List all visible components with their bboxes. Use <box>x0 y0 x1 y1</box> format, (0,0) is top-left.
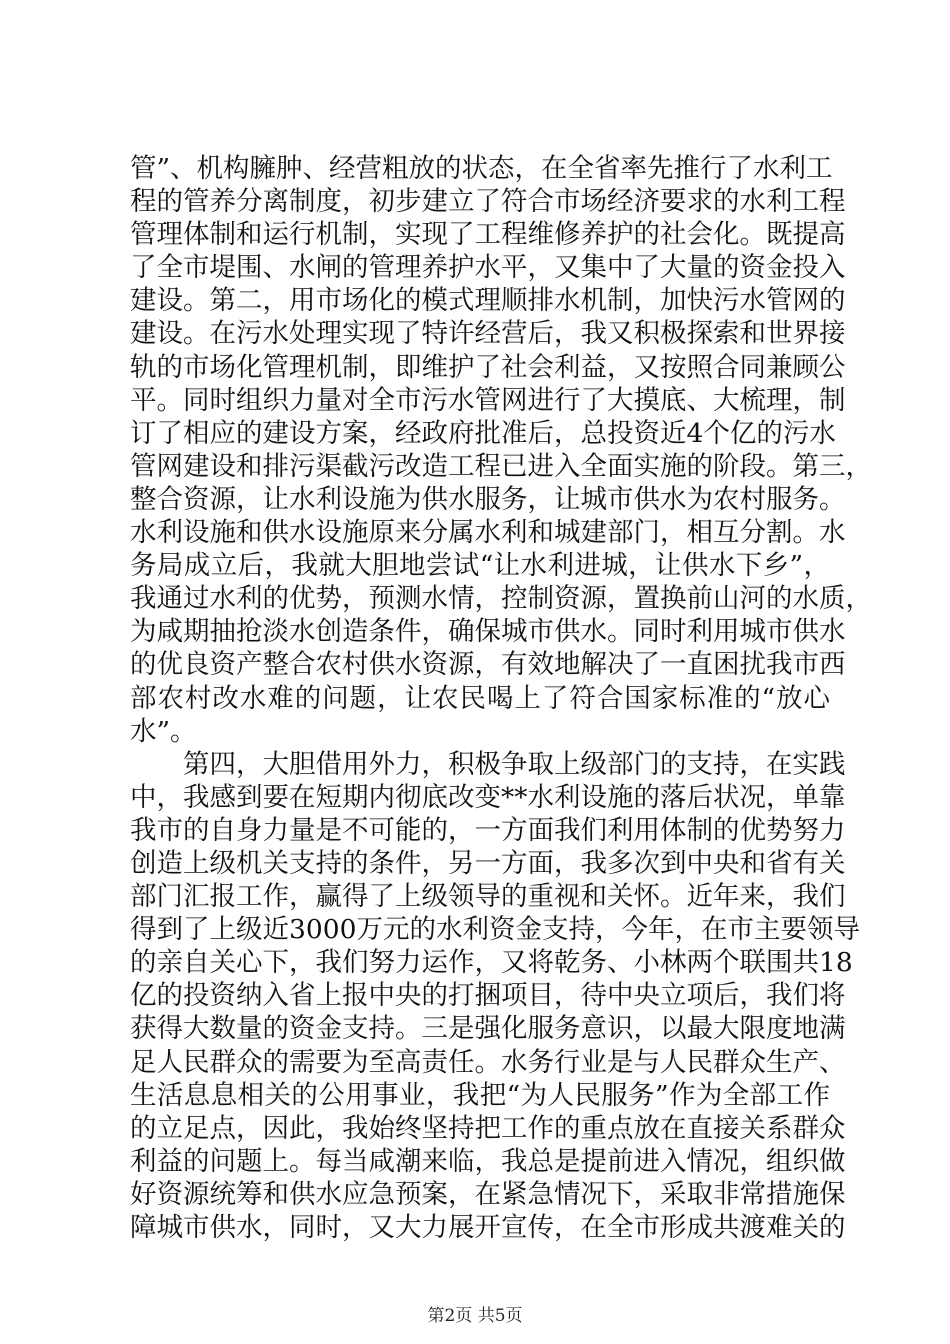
text-line: 足人民群众的需要为至高责任。水务行业是与人民群众生产、 <box>130 1046 846 1078</box>
text-line: 中，我感到要在短期内彻底改变**水利设施的落后状况，单靠 <box>130 781 846 813</box>
text-line: 得到了上级近3000万元的水利资金支持，今年，在市主要领导 <box>130 914 860 946</box>
text-line: 订了相应的建设方案，经政府批准后，总投资近4个亿的污水 <box>130 417 836 449</box>
text-line: 利益的问题上。每当咸潮来临，我总是提前进入情况，组织做 <box>130 1145 846 1177</box>
text-line: 我通过水利的优势，预测水情，控制资源，置换前山河的水质， <box>130 583 872 615</box>
text-line: 管”、机构臃肿、经营粗放的状态，在全省率先推行了水利工 <box>130 153 833 184</box>
text-line: 获得大数量的资金支持。三是强化服务意识，以最大限度地满 <box>130 1013 846 1045</box>
text-line: 务局成立后，我就大胆地尝试“让水利进城，让供水下乡”， <box>130 550 830 582</box>
text-line: 部农村改水难的问题，让农民喝上了符合国家标准的“放心 <box>130 682 830 714</box>
text-line: 水”。 <box>130 715 197 747</box>
text-line: 的立足点，因此，我始终坚持把工作的重点放在直接关系群众 <box>130 1112 846 1144</box>
text-line: 了全市堤围、水闸的管理养护水平，又集中了大量的资金投入 <box>130 252 846 284</box>
text-line: 水利设施和供水设施原来分属水利和城建部门，相互分割。水 <box>130 517 846 549</box>
text-line: 管网建设和排污渠截污改造工程已进入全面实施的阶段。第三， <box>130 450 872 482</box>
text-line: 障城市供水，同时，又大力展开宣传，在全市形成共渡难关的 <box>130 1212 846 1243</box>
text-line: 部门汇报工作，赢得了上级领导的重视和关怀。近年来，我们 <box>130 881 846 913</box>
text-line: 建设。第二，用市场化的模式理顺排水机制，加快污水管网的 <box>130 285 846 317</box>
text-line: 为咸期抽抢淡水创造条件，确保城市供水。同时利用城市供水 <box>130 616 846 648</box>
text-line: 亿的投资纳入省上报中央的打捆项目，待中央立项后，我们将 <box>130 980 846 1012</box>
text-line: 生活息息相关的公用事业，我把“为人民服务”作为全部工作 <box>130 1079 830 1111</box>
text-line: 我市的自身力量是不可能的，一方面我们利用体制的优势努力 <box>130 814 846 846</box>
text-line: 轨的市场化管理机制，即维护了社会利益，又按照合同兼顾公 <box>130 351 846 383</box>
text-line: 的亲自关心下，我们努力运作，又将乾务、小林两个联围共18 <box>130 947 853 979</box>
text-line: 的优良资产整合农村供水资源，有效地解决了一直困扰我市西 <box>130 649 846 681</box>
text-line: 程的管养分离制度，初步建立了符合市场经济要求的水利工程 <box>130 186 846 218</box>
body-text <box>130 152 872 1244</box>
text-line: 整合资源，让水利设施为供水服务，让城市供水为农村服务。 <box>130 483 846 515</box>
text-line: 管理体制和运行机制，实现了工程维修养护的社会化。既提高 <box>130 219 846 251</box>
text-line: 创造上级机关支持的条件，另一方面，我多次到中央和省有关 <box>130 847 846 879</box>
page-number-footer: 第2页 共5页 <box>427 1306 523 1326</box>
paragraph-start-line: 第四，大胆借用外力，积极争取上级部门的支持，在实践 <box>183 748 846 780</box>
text-line: 好资源统筹和供水应急预案，在紧急情况下，采取非常措施保 <box>130 1178 846 1210</box>
text-line: 建设。在污水处理实现了特许经营后，我又积极探索和世界接 <box>130 318 846 350</box>
text-line: 平。同时组织力量对全市污水管网进行了大摸底、大梳理，制 <box>130 384 846 416</box>
